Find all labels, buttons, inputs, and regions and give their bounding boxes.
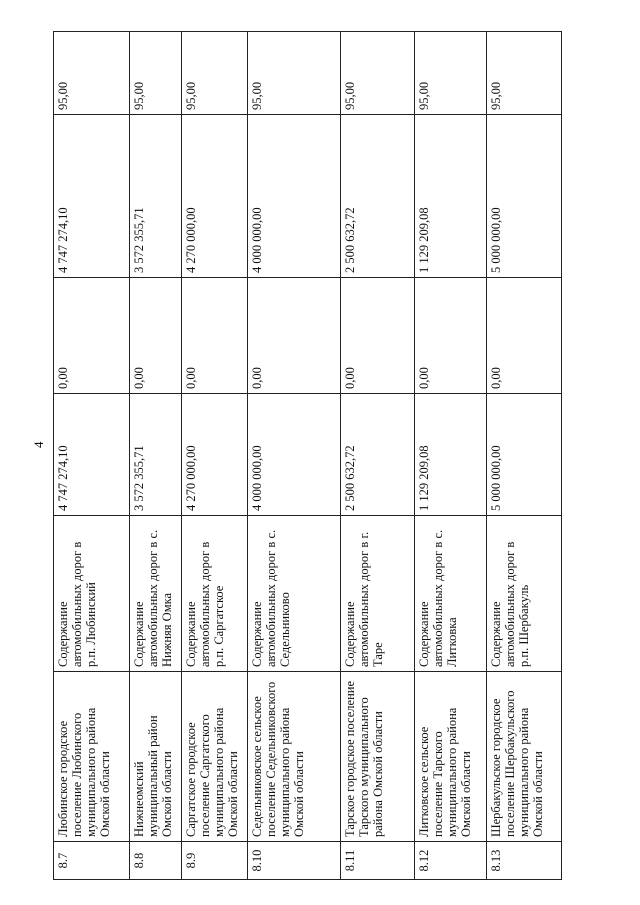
- total-amount-cell: 4 270 000,00: [182, 394, 248, 516]
- total-amount-cell: 4 000 000,00: [248, 394, 341, 516]
- zero-amount-cell: 0,00: [341, 278, 415, 394]
- subsidy-amount-cell: 4 270 000,00: [182, 115, 248, 278]
- subsidy-amount-cell: 4 000 000,00: [248, 115, 341, 278]
- purpose-cell: Содержание автомобильных дорог в с. Седельниково: [248, 516, 341, 672]
- percent-cell: 95,00: [341, 32, 415, 115]
- zero-amount-cell: 0,00: [130, 278, 182, 394]
- total-amount-cell: 1 129 209,08: [415, 394, 487, 516]
- purpose-cell: Содержание автомобильных дорог в г. Таре: [341, 516, 415, 672]
- table-row: [130, 32, 182, 880]
- table-row: [487, 32, 562, 880]
- subsidy-amount-cell: 4 747 274,10: [54, 115, 130, 278]
- table-row: [182, 32, 248, 880]
- row-number-cell: 8.7: [54, 842, 130, 880]
- zero-amount-cell: 0,00: [248, 278, 341, 394]
- purpose-cell: Содержание автомобильных дорог в р.п. Шербакуль: [487, 516, 562, 672]
- percent-cell: 95,00: [130, 32, 182, 115]
- row-number-cell: 8.13: [487, 842, 562, 880]
- subsidy-amount-cell: 3 572 355,71: [130, 115, 182, 278]
- table-row: [54, 32, 130, 880]
- total-amount-cell: 5 000 000,00: [487, 394, 562, 516]
- rotated-table-container: [53, 32, 561, 880]
- recipient-cell: Литковское сельское поселение Тарского муниципального района Омской области: [415, 672, 487, 842]
- zero-amount-cell: 0,00: [182, 278, 248, 394]
- subsidy-amount-cell: 5 000 000,00: [487, 115, 562, 278]
- recipient-cell: Нижнеомский муниципальный район Омской области: [130, 672, 182, 842]
- page-number: 4: [31, 441, 46, 448]
- subsidy-amount-cell: 1 129 209,08: [415, 115, 487, 278]
- subsidy-amount-cell: 2 500 632,72: [341, 115, 415, 278]
- total-amount-cell: 2 500 632,72: [341, 394, 415, 516]
- subsidy-table: [53, 31, 562, 880]
- zero-amount-cell: 0,00: [487, 278, 562, 394]
- total-amount-cell: 4 747 274,10: [54, 394, 130, 516]
- row-number-cell: 8.11: [341, 842, 415, 880]
- recipient-cell: Шербакульское городское поселение Шербакульского муниципального района Омской области: [487, 672, 562, 842]
- percent-cell: 95,00: [415, 32, 487, 115]
- row-number-cell: 8.12: [415, 842, 487, 880]
- table-row: [248, 32, 341, 880]
- zero-amount-cell: 0,00: [54, 278, 130, 394]
- percent-cell: 95,00: [248, 32, 341, 115]
- purpose-cell: Содержание автомобильных дорог в р.п. Любинский: [54, 516, 130, 672]
- purpose-cell: Содержание автомобильных дорог в с. Литковка: [415, 516, 487, 672]
- row-number-cell: 8.9: [182, 842, 248, 880]
- recipient-cell: Саргатское городское поселение Саргатского муниципального района Омской области: [182, 672, 248, 842]
- total-amount-cell: 3 572 355,71: [130, 394, 182, 516]
- table-row: [341, 32, 415, 880]
- row-number-cell: 8.10: [248, 842, 341, 880]
- purpose-cell: Содержание автомобильных дорог в р.п. Саргатское: [182, 516, 248, 672]
- table-row: [415, 32, 487, 880]
- percent-cell: 95,00: [487, 32, 562, 115]
- row-number-cell: 8.8: [130, 842, 182, 880]
- recipient-cell: Седельниковское сельское поселение Седельниковского муниципального района Омской области: [248, 672, 341, 842]
- percent-cell: 95,00: [54, 32, 130, 115]
- recipient-cell: Любинское городское поселение Любинского муниципального района Омской области: [54, 672, 130, 842]
- recipient-cell: Тарское городское поселение Тарского муниципального района Омской области: [341, 672, 415, 842]
- zero-amount-cell: 0,00: [415, 278, 487, 394]
- percent-cell: 95,00: [182, 32, 248, 115]
- purpose-cell: Содержание автомобильных дорог в с. Нижняя Омка: [130, 516, 182, 672]
